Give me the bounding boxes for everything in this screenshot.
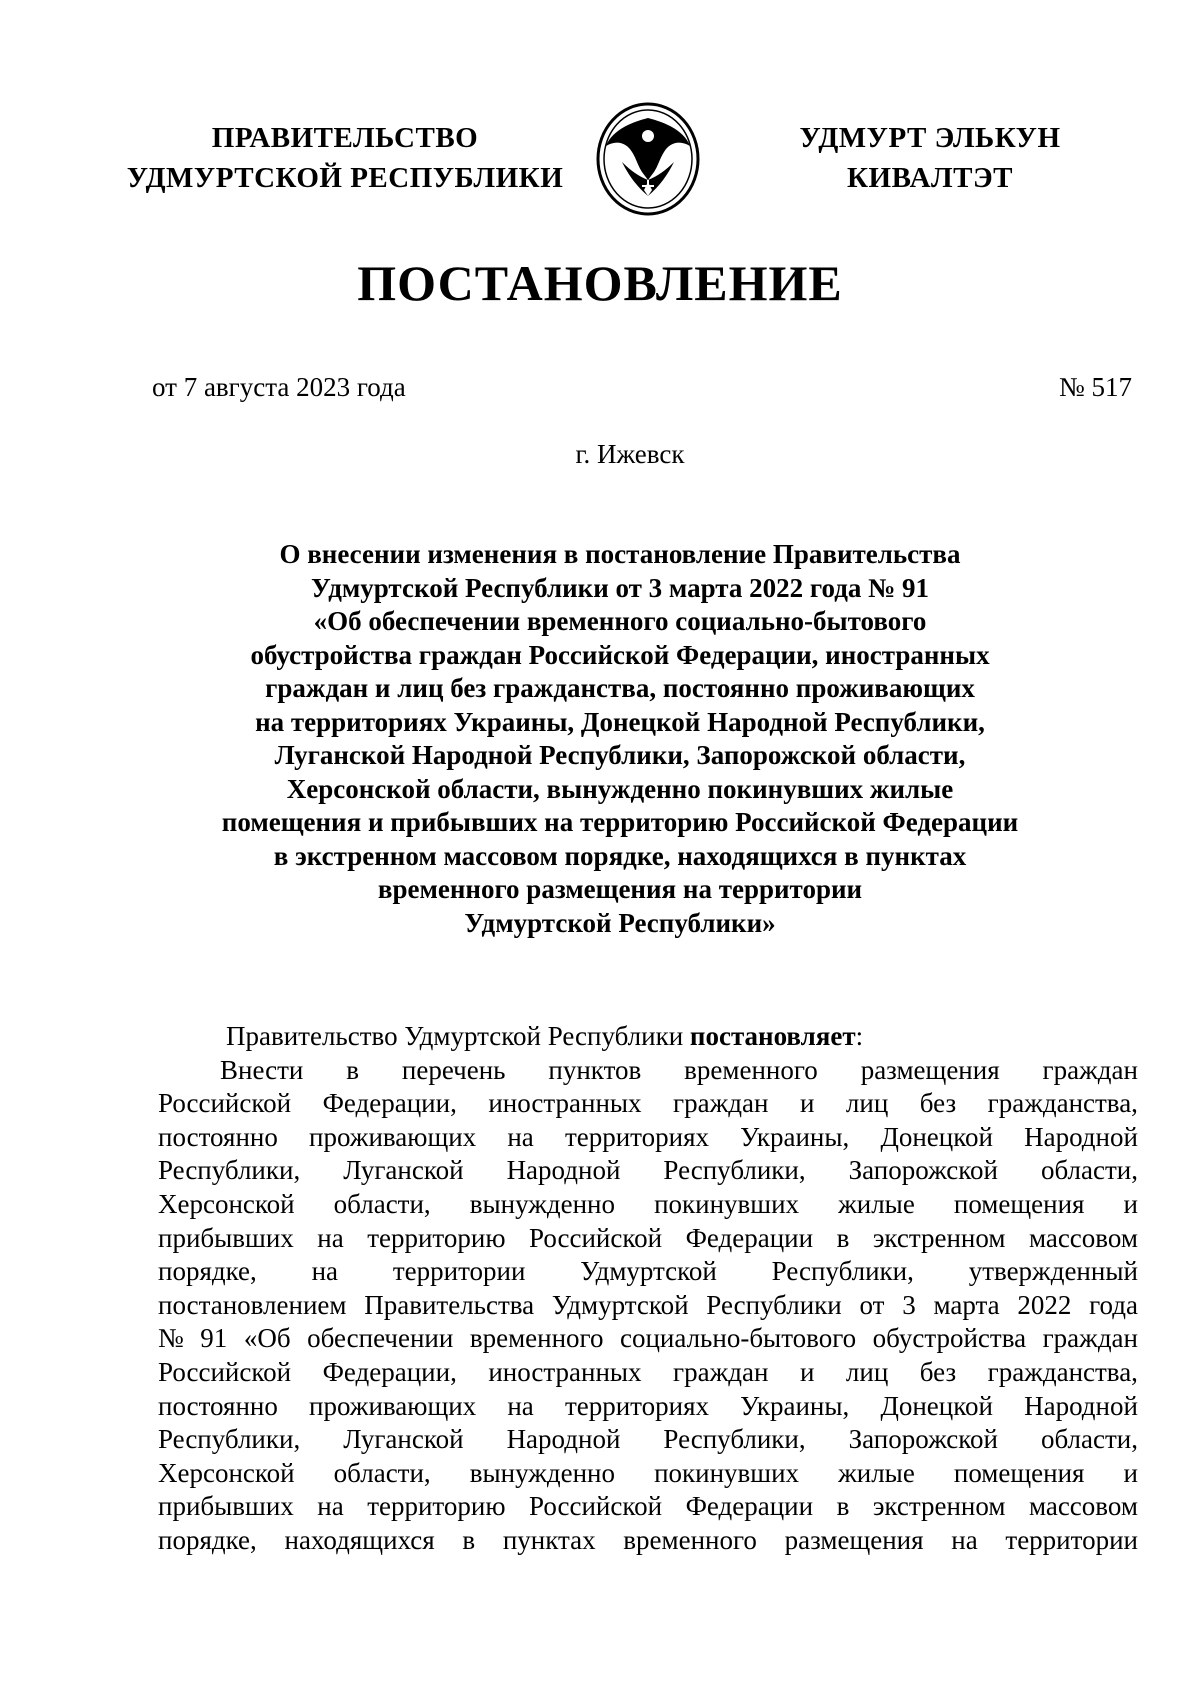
body-word: Украины, — [740, 1390, 850, 1421]
document-date: от 7 августа 2023 года — [152, 372, 406, 402]
header-right-line-2: КИВАЛТЭТ — [846, 162, 1013, 194]
body-word: прибывших — [158, 1222, 294, 1253]
body-word: 3 — [902, 1289, 916, 1320]
intro-text: Правительство Удмуртской Республики — [226, 1021, 690, 1051]
body-word: экстренном — [872, 1222, 1006, 1253]
body-word: временного — [469, 1323, 604, 1354]
body-line — [158, 1289, 1138, 1323]
document-number: № 517 — [1058, 372, 1132, 402]
body-line — [158, 1154, 1138, 1188]
body-word: территориях — [564, 1121, 709, 1152]
body-word: граждан — [673, 1088, 769, 1119]
body-word: Херсонской — [158, 1457, 295, 1488]
body-word: находящихся — [284, 1524, 435, 1555]
udmurt-coat-of-arms-icon — [592, 100, 704, 218]
body-line — [158, 1423, 1138, 1457]
body-word: постановлением — [158, 1289, 347, 1320]
body-word: постоянно — [158, 1390, 278, 1421]
document-city: г. Ижевск — [575, 439, 685, 469]
body-word: Луганской — [343, 1155, 464, 1186]
subject-line: помещения и прибывших на территорию Российской Федерации — [221, 807, 1019, 837]
body-word: постоянно — [158, 1121, 278, 1152]
body-word: № — [158, 1323, 184, 1354]
body-line — [158, 1222, 1138, 1256]
body-word: Запорожской — [848, 1424, 998, 1455]
body-word: Республики, — [158, 1155, 301, 1186]
body-word: порядке, — [158, 1256, 257, 1287]
body-word: проживающих — [309, 1390, 477, 1421]
body-word: Донецкой — [880, 1390, 993, 1421]
body-word: Федерации, — [322, 1088, 457, 1119]
body-word: жилые — [838, 1188, 915, 1219]
subject-line: временного размещения на территории — [377, 874, 863, 904]
body-word: на — [317, 1491, 344, 1522]
body-word: временного — [684, 1054, 818, 1085]
subject-line: Удмуртской Республики от 3 марта 2022 года № 91 — [310, 572, 929, 603]
body-word: на — [317, 1222, 344, 1253]
body-word: Донецкой — [880, 1121, 993, 1152]
body-word: без — [919, 1088, 957, 1119]
body-word: Российской — [529, 1222, 663, 1253]
body-word: пунктов — [548, 1054, 642, 1085]
subject-line: обустройства граждан Российской Федерации, иностранных — [250, 639, 990, 670]
body-word: 91 — [200, 1323, 228, 1354]
body-word: гражданства, — [987, 1088, 1138, 1119]
body-word: Федерации — [685, 1222, 814, 1253]
header-left-block — [110, 118, 580, 198]
body-word: помещения — [953, 1457, 1085, 1488]
body-word: экстренном — [872, 1491, 1006, 1522]
body-line — [158, 1188, 1138, 1222]
body-word: Республики, — [663, 1155, 806, 1186]
header-right-line-1: УДМУРТ ЭЛЬКУН — [799, 122, 1061, 154]
body-word: Народной — [506, 1155, 621, 1186]
subject-line: на территориях Украины, Донецкой Народной Республики, — [255, 706, 985, 737]
body-word: граждан — [673, 1356, 769, 1387]
body-word: на — [507, 1390, 534, 1421]
document-title: ПОСТАНОВЛЕНИЕ — [357, 255, 843, 311]
body-word: лиц — [845, 1088, 889, 1119]
intro-colon: : — [855, 1021, 864, 1051]
body-word: Федерации, — [322, 1356, 457, 1387]
document-body — [158, 1020, 1138, 1558]
header-left-line-1: ПРАВИТЕЛЬСТВО — [211, 122, 479, 154]
subject-line: граждан и лиц без гражданства, постоянно проживающих — [265, 673, 975, 703]
body-line — [158, 1087, 1138, 1121]
body-line — [158, 1121, 1138, 1155]
body-word: на — [507, 1121, 534, 1152]
body-word: Народной — [1024, 1121, 1138, 1152]
body-word: на — [311, 1256, 339, 1287]
body-intro — [158, 1020, 1138, 1054]
body-word: в — [346, 1054, 360, 1085]
body-word: области, — [333, 1457, 431, 1488]
body-word: территориях — [564, 1390, 709, 1421]
subject-line: в экстренном массовом порядке, находящихся в пунктах — [273, 840, 967, 871]
body-word: гражданства, — [987, 1356, 1138, 1387]
subject-line: «Об обеспечении временного социально-бытового — [313, 606, 927, 636]
subject-line: Удмуртской Республики» — [464, 907, 776, 938]
body-word: без — [919, 1356, 957, 1387]
body-word: и — [1123, 1188, 1138, 1219]
header-left-line-2: УДМУРТСКОЙ РЕСПУБЛИКИ — [126, 162, 564, 194]
body-word: Внести — [220, 1054, 304, 1085]
body-word: утвержденный — [968, 1256, 1138, 1287]
body-word: Правительства — [364, 1289, 535, 1320]
body-word: временного — [623, 1524, 757, 1555]
body-word: Республики, — [771, 1256, 914, 1287]
body-word: Запорожской — [848, 1155, 998, 1186]
body-line — [158, 1255, 1138, 1289]
body-word: обустройства — [872, 1323, 1027, 1354]
body-word: от — [859, 1289, 885, 1320]
body-word: размещения — [860, 1054, 1000, 1085]
body-word: обеспечении — [307, 1323, 454, 1354]
body-word: Народной — [506, 1424, 621, 1455]
body-word: Луганской — [343, 1424, 464, 1455]
body-word: пунктах — [502, 1524, 596, 1555]
body-word: иностранных — [488, 1088, 642, 1119]
body-word: проживающих — [309, 1121, 477, 1152]
body-word: помещения — [953, 1188, 1085, 1219]
body-word: и — [799, 1356, 815, 1387]
body-word: Удмуртской — [551, 1289, 689, 1320]
body-word: граждан — [1042, 1323, 1138, 1354]
body-word: Российской — [529, 1491, 663, 1522]
body-line — [158, 1390, 1138, 1424]
body-word: на — [951, 1524, 978, 1555]
body-word: Удмуртской — [580, 1256, 717, 1287]
body-word: в — [462, 1524, 476, 1555]
body-word: в — [836, 1222, 850, 1253]
body-word: Федерации — [685, 1491, 814, 1522]
body-line — [158, 1322, 1138, 1356]
body-word: вынужденно — [469, 1457, 616, 1488]
body-word: размещения — [784, 1524, 924, 1555]
body-line — [158, 1524, 1138, 1558]
body-word: лиц — [845, 1356, 889, 1387]
body-word: года — [1089, 1289, 1138, 1320]
body-word: Херсонской — [158, 1188, 295, 1219]
body-word: покинувших — [654, 1188, 800, 1219]
body-word: территорию — [367, 1491, 506, 1522]
body-line — [158, 1457, 1138, 1491]
body-line — [158, 1490, 1138, 1524]
body-word: территории — [1005, 1524, 1138, 1555]
body-word: территории — [392, 1256, 526, 1287]
body-word: Республики, — [663, 1424, 806, 1455]
body-word: марта — [933, 1289, 1000, 1320]
body-word: массовом — [1028, 1222, 1138, 1253]
body-word: Российской — [158, 1356, 292, 1387]
document-subject — [160, 538, 1080, 940]
body-word: социально-бытового — [619, 1323, 857, 1354]
body-word: «Об — [243, 1323, 291, 1354]
body-line — [158, 1054, 1138, 1088]
subject-line: О внесении изменения в постановление Правительства — [279, 539, 961, 569]
intro-keyword: постановляет — [689, 1021, 856, 1051]
body-word: и — [1123, 1457, 1138, 1488]
body-word: жилые — [838, 1457, 915, 1488]
body-word: территорию — [367, 1222, 506, 1253]
subject-line: Херсонской области, вынужденно покинувших жилые — [286, 773, 954, 804]
body-word: Республики — [706, 1289, 842, 1320]
body-word: покинувших — [654, 1457, 800, 1488]
body-word: Республики, — [158, 1424, 301, 1455]
body-word: Российской — [158, 1088, 292, 1119]
body-word: перечень — [401, 1054, 506, 1085]
body-word: Украины, — [740, 1121, 850, 1152]
body-word: прибывших — [158, 1491, 294, 1522]
body-word: области, — [1040, 1155, 1138, 1186]
body-word: и — [799, 1088, 815, 1119]
header-right-block — [770, 118, 1090, 198]
body-word: иностранных — [488, 1356, 642, 1387]
body-word: 2022 — [1017, 1289, 1072, 1320]
body-word: области, — [1040, 1424, 1138, 1455]
body-line — [158, 1356, 1138, 1390]
body-word: в — [836, 1491, 850, 1522]
subject-line: Луганской Народной Республики, Запорожской области, — [274, 740, 966, 770]
body-word: порядке, — [158, 1524, 257, 1555]
body-word: вынужденно — [469, 1188, 616, 1219]
body-word: массовом — [1028, 1491, 1138, 1522]
body-word: области, — [333, 1188, 431, 1219]
body-word: граждан — [1042, 1054, 1138, 1085]
body-word: Народной — [1024, 1390, 1138, 1421]
